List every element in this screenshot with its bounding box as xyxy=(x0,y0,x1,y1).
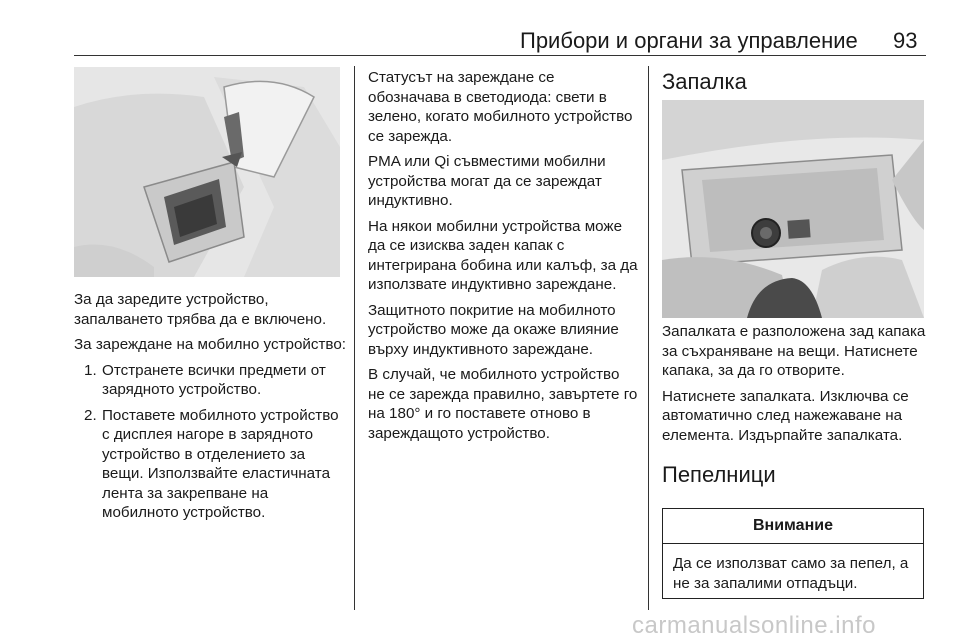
page-number: 93 xyxy=(893,28,918,53)
list-item xyxy=(74,361,346,400)
paragraph: Защитното покритие на мобилното устройство може да окаже влияние върху индуктивното зареждане. xyxy=(368,301,619,358)
paragraph: На някои мобилни устройства може да се изисква заден капак с интегрирана бобина или калъф, за да използвате индуктивно зареждане. xyxy=(368,217,638,293)
paragraph: За да заредите устройство, запалването трябва да е включено. xyxy=(74,291,327,328)
list-item xyxy=(74,406,346,523)
section-heading-ashtrays: Пепелници xyxy=(662,462,776,487)
watermark: carmanualsonline.info xyxy=(632,612,876,639)
paragraph: Запалката е разположена зад капака за съхраняване на вещи. Натиснете капака, за да го отворите. xyxy=(662,323,926,379)
caution-text: Да се използват само за пепел, а не за запалими отпадъци. xyxy=(673,555,909,592)
caution-title: Внимание xyxy=(663,509,923,544)
paragraph: Статусът на зареждане се обозначава в светодиода: свети в зелено, когато мобилното устройство се зарежда. xyxy=(368,69,633,145)
column-divider-2 xyxy=(648,66,649,610)
paragraph: PMA или Qi съвместими мобилни устройства могат да се зареждат индуктивно. xyxy=(368,153,606,209)
cigarette-lighter-figure xyxy=(662,100,924,318)
paragraph: Натиснете запалката. Изключва се автоматично след нажежаване на елемента. Издърпайте запалката. xyxy=(662,387,909,444)
steps-list xyxy=(74,361,346,523)
column-2-text xyxy=(368,68,640,449)
column-3-heading-1 xyxy=(662,68,932,96)
caution-notice xyxy=(662,508,924,599)
list-item-text: Отстранете всички предмети от зарядното устройство. xyxy=(102,361,326,398)
page-header-title: Прибори и органи за управление xyxy=(520,28,858,53)
list-item-text: Поставете мобилното устройство с дисплея нагоре в зарядното устройство в отделението за вещи. Използвайте еластичната лента за закрепване на мобилното устройство. xyxy=(102,406,339,521)
column-divider-1 xyxy=(354,66,355,610)
column-3-text xyxy=(662,322,932,489)
header-rule xyxy=(74,55,926,56)
section-heading-cigarette-lighter: Запалка xyxy=(662,69,747,94)
paragraph: В случай, че мобилното устройство не се зарежда правилно, завъртете го на 180° и го поставете отново в зареждащото устройство. xyxy=(368,366,638,442)
paragraph: За зареждане на мобилно устройство: xyxy=(74,336,346,353)
column-1-text xyxy=(74,290,346,529)
list-number: 2. xyxy=(84,406,97,424)
list-number: 1. xyxy=(84,361,97,379)
wireless-charger-figure xyxy=(74,67,340,277)
